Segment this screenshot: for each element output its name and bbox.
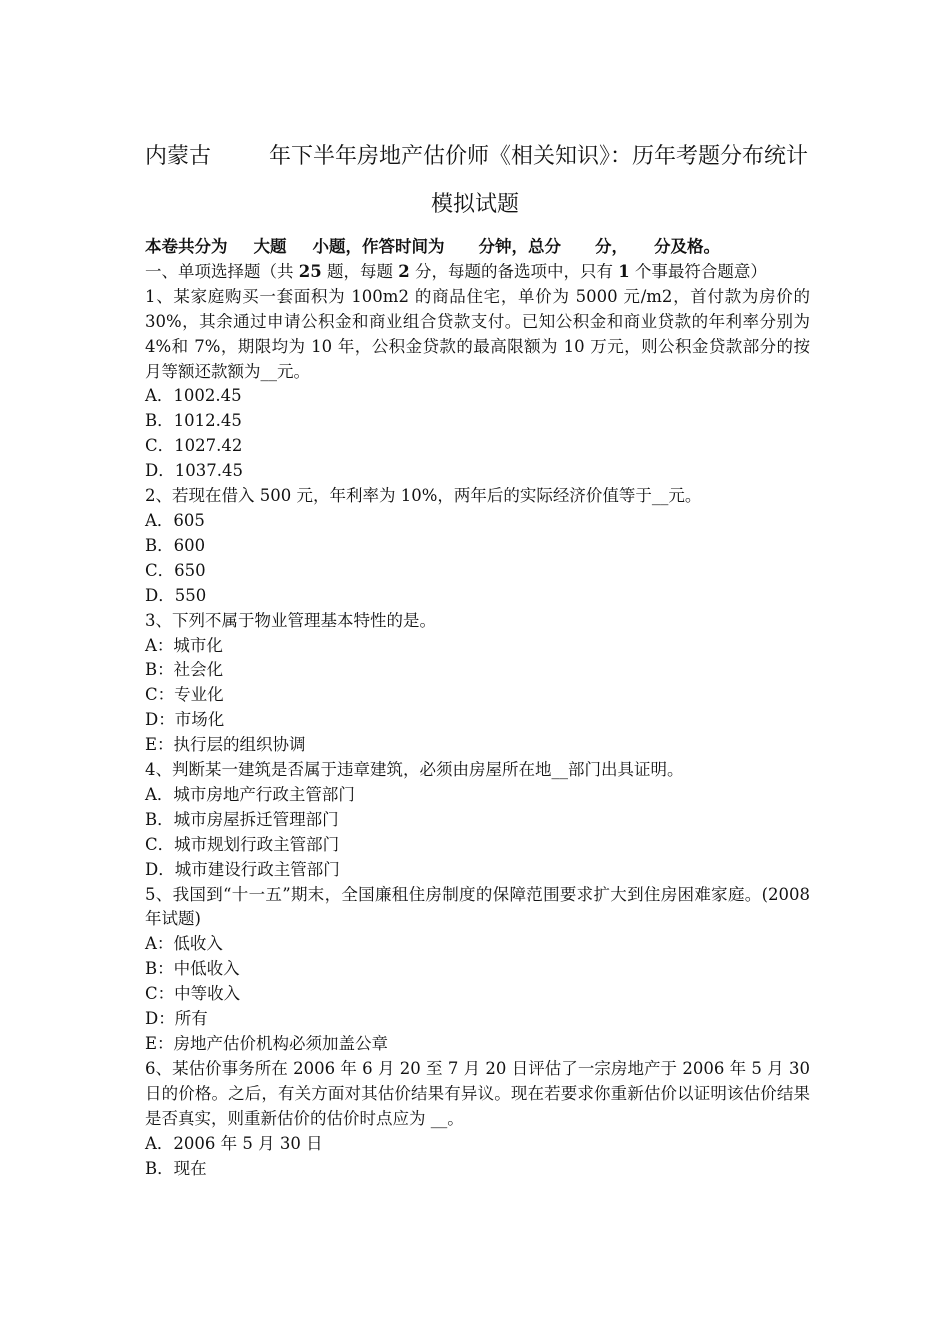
option: B．600 bbox=[145, 535, 206, 555]
option: B．现在 bbox=[145, 1158, 207, 1178]
question-4: 4、判断某一建筑是否属于违章建筑，必须由房屋所在地__部门出具证明。 bbox=[145, 760, 684, 780]
exam-intro: 本卷共分为 大题 小题，作答时间为 分钟，总分 分， 分及格。 bbox=[145, 237, 720, 256]
exam-content bbox=[145, 235, 810, 1181]
option: B．1012.45 bbox=[145, 411, 242, 431]
document-title bbox=[145, 142, 810, 172]
option: B：中低收入 bbox=[145, 959, 240, 979]
option: A．2006 年 5 月 30 日 bbox=[145, 1133, 323, 1153]
option: A．1002.45 bbox=[145, 386, 242, 406]
question-3: 3、下列不属于物业管理基本特性的是。 bbox=[145, 610, 436, 630]
question-1: 1、某家庭购买一套面积为 100m2 的商品住宅，单价为 5000 元/m2，首付款为房价的 30%，其余通过申请公积金和商业组合贷款支付。已知公积金和商业贷款的年利率分别为 4%和 7%，期限均为 10 年，公积金贷款的最高限额为 10 万元，则公积金贷款部分的按月等额还款额为__元。 bbox=[145, 286, 810, 381]
title-region: 内蒙古 bbox=[145, 144, 212, 169]
option: E：执行层的组织协调 bbox=[145, 735, 306, 755]
option: C．650 bbox=[145, 560, 206, 580]
option: E：房地产估价机构必须加盖公章 bbox=[145, 1034, 389, 1053]
option: B：社会化 bbox=[145, 660, 224, 680]
section-heading: 一、单项选择题（共 25 题，每题 2 分，每题的备选项中，只有 1 个事最符合题意） bbox=[145, 261, 767, 281]
option: A．城市房地产行政主管部门 bbox=[145, 784, 355, 804]
document-subtitle: 模拟试题 bbox=[430, 192, 519, 217]
option: D．城市建设行政主管部门 bbox=[145, 859, 340, 879]
option: D．1037.45 bbox=[145, 461, 243, 481]
option: C．城市规划行政主管部门 bbox=[145, 834, 340, 854]
option: D：所有 bbox=[145, 1009, 208, 1029]
option: A．605 bbox=[145, 510, 205, 530]
title-rest: 年下半年房地产估价师《相关知识》：历年考题分布统计 bbox=[269, 144, 809, 169]
option: C：专业化 bbox=[145, 685, 224, 705]
option: D：市场化 bbox=[145, 710, 225, 730]
option: C．1027.42 bbox=[145, 436, 243, 456]
question-5: 5、我国到“十一五”期末，全国廉租住房制度的保障范围要求扩大到住房困难家庭。(2008 年试题) bbox=[145, 884, 810, 929]
question-2: 2、若现在借入 500 元，年利率为 10%，两年后的实际经济价值等于__元。 bbox=[145, 486, 702, 506]
option: C：中等收入 bbox=[145, 984, 241, 1004]
option: A：低收入 bbox=[145, 934, 223, 954]
option: D．550 bbox=[145, 585, 207, 605]
question-6: 6、某估价事务所在 2006 年 6 月 20 至 7 月 20 日评估了一宗房地产于 2006 年 5 月 30 日的价格。之后，有关方面对其估价结果有异议。现在若要求你重新估价以证明该估价结果是否真实，则重新估价的估价时点应为 __。 bbox=[145, 1058, 810, 1128]
option: A：城市化 bbox=[145, 635, 223, 655]
option: B．城市房屋拆迁管理部门 bbox=[145, 809, 339, 829]
